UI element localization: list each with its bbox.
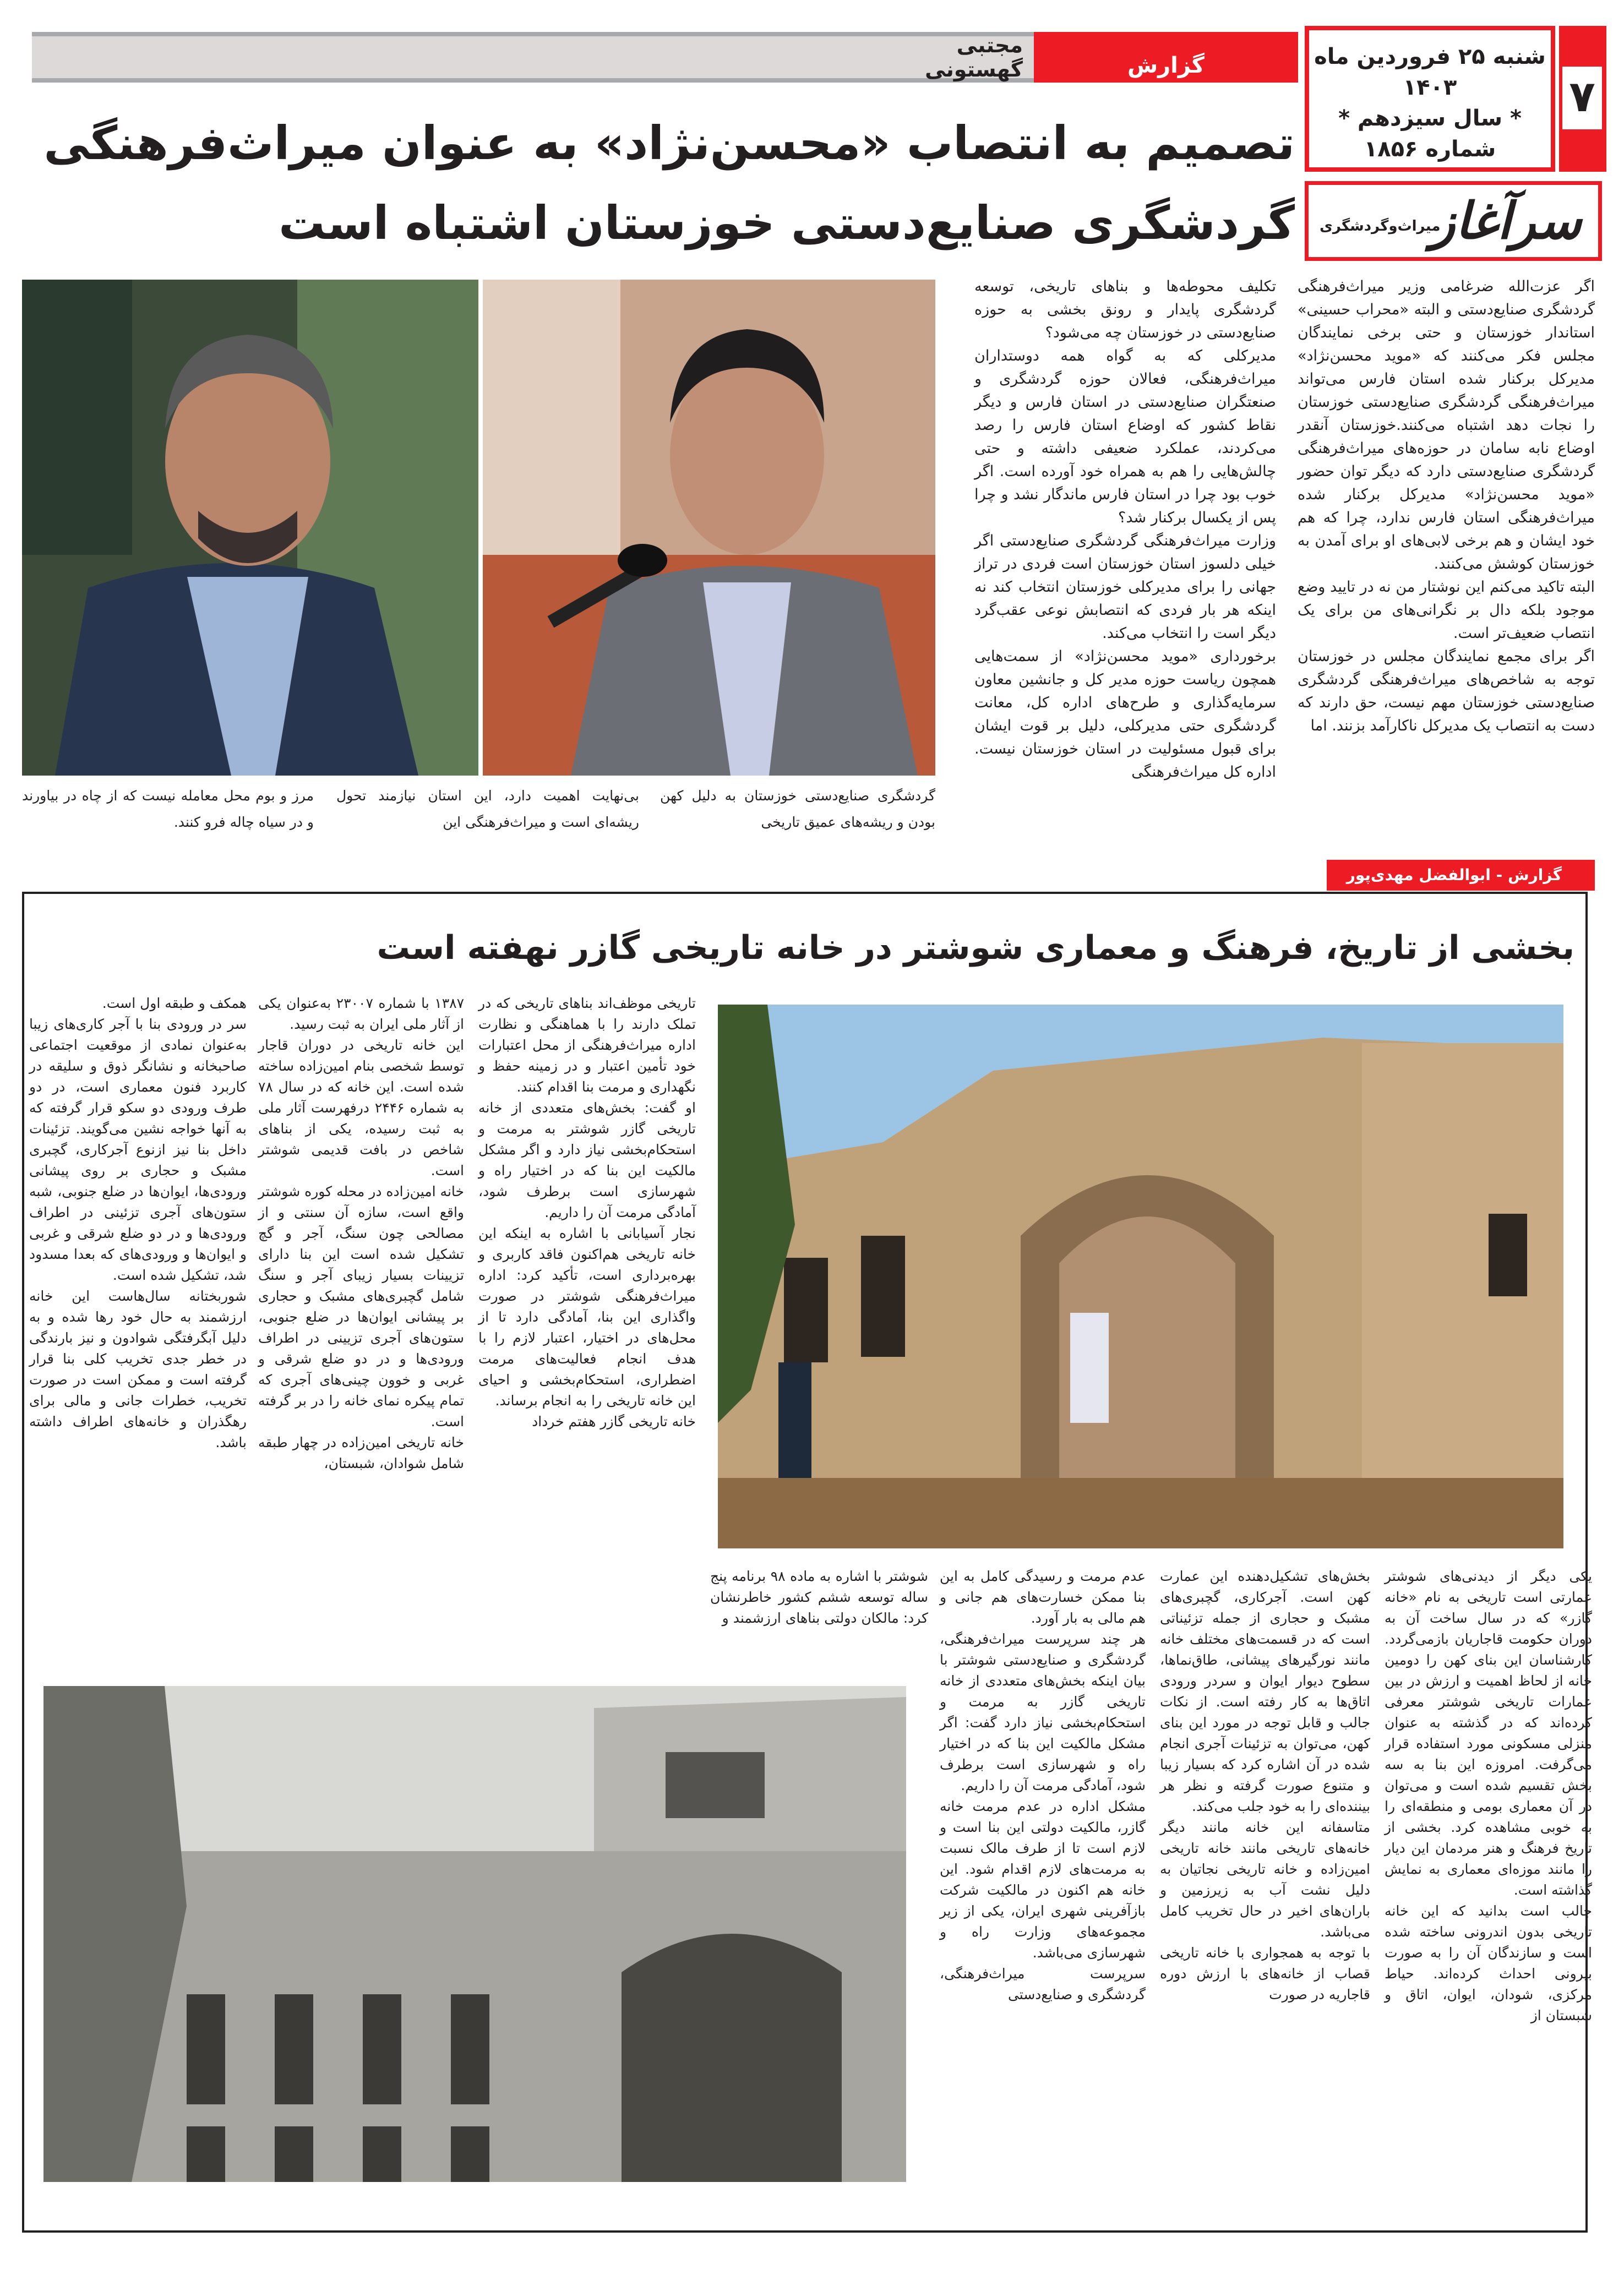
article2-column-4: شوشتر با اشاره به ماده ۹۸ برنامه پنج ساله توسعه ششم کشور خاطرنشان کرد: مالکان دولتی بناهای ارزشمند و [710,1568,928,1626]
article2-column-7: همکف و طبقه اول است. سر در ورودی بنا با آجر کاری‌های زیبا به‌عنوان نمادی از موقعیت اجتماعی صاحبخانه و نشانگر ذوق و سلیقه در کاربرد فنون معماری است، در دو طرف ورودی دو سکو قرار گرفته که به آنها خواجه نشین می‌گویند. تزئینات داخل بنا نیز ازنوع آجرکاری، گچبری مشبک و حجاری بر روی پیشانی ورودی‌ها، ایوان‌ها در ضلع جنوبی، شبه ستون‌های آجری تزئینی در اطراف ورودی‌ها و در دو ضلع شرقی و غربی و ایوان‌ها و ورودی‌های که بعدا مسدود شد، تشکیل شده است. شوربختانه سال‌هاست این خانه ارزشمند به حال خود رها شده و به دلیل آبگرفتگی شوادون و نیز بارندگی در خطر جدی تخریب کلی بنا قرار گرفته است و ممکن است در صورت تخریب، خطرات جانی و مالی برای رهگذران و خانه‌های اطراف داشته باشد. [29,995,247,1450]
issue-year: * سال سیزدهم * [1338,106,1522,131]
article2-column-5: تاریخی موظف‌اند بناهای تاریخی که در تملک دارند را با هماهنگی و نظارت اداره میراث‌فرهنگی از محل اعتبارات خود تأمین اعتبار و در زمینه حفظ و نگهداری و مرمت بنا اقدام کنند. او گفت: بخش‌های متعددی از خانه تاریخی گازر شوشتر به مرمت و استحکام‌بخشی نیاز دارد و اگر مشکل مالکیت این بنا که در اختیار راه و شهرسازی است برطرف شود، آمادگی مرمت آن را داریم. نجار آسیابانی با اشاره به اینکه این خانه تاریخی هم‌اکنون فاقد کاربری و بهره‌برداری است، تأکید کرد: اداره میراث‌فرهنگی شوشتر در صورت واگذاری این بنا، آمادگی دارد تا از محل‌های در اختیار، اعتبار لازم را با هدف انجام فعالیت‌های مرمت اضطراری، استحکام‌بخشی و احیای این خانه تاریخی را به انجام برساند. خانه تاریخی گازر هفتم خرداد [478,995,696,1430]
gazer-house-photo [718,1005,1563,1548]
author-name: مجتبی گهستونی [925,33,1023,81]
article1-column-2: تکلیف محوطه‌ها و بناهای تاریخی، توسعه گردشگری پایدار و رونق بخشی به حوزه صنایع‌دستی در خوزستان چه می‌شود؟ مدیرکلی که به گواه همه دوستداران میراث‌فرهنگی، فعالان حوزه گردشگری و صنعتگران صنایع‌دستی در استان فارس و دیگر نقاط کشور که اوضاع استان فارس را رصد می‌کردند، عملکرد ضعیفی داشته و حتی چالش‌هایی را هم به همراه خود آورده است. اگر خوب بود چرا در استان فارس ماندگار نشد و چرا پس از یکسال برکنار شد؟ وزارت میراث‌فرهنگی گردشگری صنایع‌دستی اگر خیلی دلسوز استان خوزستان است فردی در تراز جهانی را برای مدیرکلی خوزستان انتخاب کند نه اینکه هر بار فردی که انتصابش نوعی عقب‌گرد دیگر است را انتخاب می‌کند. برخورداری «موید محسن‌نژاد» از سمت‌هایی همچون ریاست حوزه مدیر کل و جانشین معاون سرمایه‌گذاری و طرح‌های اداره کل، معانت گردشگری حتی مدیرکلی، دلیل بر قوت ایشان برای قبول مسئولیت در استان خوزستان نیست. اداره کل میراث‌فرهنگی [974,278,1276,781]
article2-column-3: عدم مرمت و رسیدگی کامل به این بنا ممکن خسارت‌های هم جانی و هم مالی به بار آورد. هر چند سرپرست میراث‌فرهنگی، گردشگری و صنایع‌دستی شوشتر با بیان اینکه بخش‌های متعددی از خانه تاریخی گازر به مرمت و استحکام‌بخشی نیاز دارد گفت: اگر مشکل مالکیت این بنا که در اختیار راه و شهرسازی است برطرف شود، آمادگی مرمت آن را داریم. مشکل اداره در عدم مرمت خانه گازر، مالکیت دولتی این بنا است و لازم است تا از طرف مالک نسبت به مرمت‌های لازم اقدام شود. این خانه هم اکنون در مالکیت شرکت بازآفرینی شهری ایران، یکی از زیر مجموعه‌های وزارت راه و شهرسازی می‌باشد. سرپرست میراث‌فرهنگی، گردشگری و صنایع‌دستی [940,1568,1146,2003]
date-box [1305,26,1555,172]
article2-column-1: یکی دیگر از دیدنی‌های شوشتر عمارتی است تاریخی به نام «خانه گازر» که در سال ساخت آن به دوران حکومت قاجاریان بازمی‌گردد. کارشناسان این بنای کهن را دومین خانه از لحاظ اهمیت و ارزش در بین عمارات تاریخی شوشتر معرفی کرده‌اند که در گذشته به عنوان منزلی مسکونی مورد استفاده قرار می‌گرفت. امروزه این بنا به سه بخش تقسیم شده است و می‌توان در آن معماری بومی و منطقه‌ای را به خوبی مشاهده کرد. بخشی از تاریخ فرهنگ و هنر مردمان این دیار را مانند موزه‌ای معماری به نمایش گذاشته است. جالب است بدانید که این خانه تاریخی بدون اندرونی ساخته شده است و سازندگان آن را به صورت بیرونی احداث کرده‌اند. حیاط مرکزی، شودان، ایوان، اتاق و شبستان از [1385,1568,1592,2023]
issue-date: شنبه ۲۵ فروردین ماه ۱۴۰۳ [1314,44,1546,100]
photo-caption-3: مرز و بوم محل معامله نیست که از چاه در بیاورند و در سیاه چاله فرو کنند. [22,788,314,830]
page-number: ۷ [1562,67,1602,129]
article1-column-1: اگر عزت‌الله ضرغامی وزیر میراث‌فرهنگی گردشگری صنایع‌دستی و البته «محراب حسینی» استاندار خوزستان و حتی برخی نمایندگان مجلس فکر می‌کنند که «موید محسن‌نژاد» مدیرکل برکنار شده استان فارس می‌تواند میراث‌فرهنگی گردشگری صنایع‌دستی خوزستان را نجات دهد اشتباه می‌کنند.خوزستان آنقدر اوضاع نابه سامان در حوزه‌های میراث‌فرهنگی گردشگری صنایع‌دستی دارد که دیگر توان حضور «موید محسن‌نژاد» مدیرکل برکنار شده میراث‌فرهنگی استان فارس ندارد، چرا که هم خود ایشان و هم برخی لابی‌های او برای آمدن به خوزستان کوشش می‌کنند. البته تاکید می‌کنم این نوشتار من نه در تایید وضع موجود بلکه دال بر نگرانی‌های من برای یک انتصاب ضعیف‌تر است. اگر برای مجمع نمایندگان مجلس در خوزستان توجه به شاخص‌های میراث‌فرهنگی گردشگری صنایع‌دستی خوزستان مهم نیست، حق دارند که دست به انتصاب یک مدیرکل ناکارآمد بزنند. اما [1298,278,1595,734]
headline-line-1: تصمیم به انتصاب «محسن‌نژاد» به عنوان میراث‌فرهنگی [43,116,1295,170]
article2-column-6: ۱۳۸۷ با شماره ۲۳۰۰۷ به‌عنوان یکی از آثار ملی ایران به ثبت رسید. این خانه تاریخی در دوران قاجار توسط شخصی بنام امین‌زاده ساخته شده است. این خانه که در سال ۷۸ به شماره ۲۴۴۶ درفهرست آثار ملی به ثبت رسیده، یکی از بناهای شاخص در بافت قدیمی شوشتر است. خانه امین‌زاده در محله کوره شوشتر واقع است، سازه آن سنتی و از مصالحی چون سنگ، آجر و گچ تشکیل شده است این بنا دارای تزیینات بسیار زیبای آجر و سنگ شامل گچبری‌های مشبک و حجاری بر پیشانی ایوان‌ها در ضلع جنوبی، ستون‌های آجری تزیینی در اطراف ورودی‌ها و در دو ضلع شرقی و غربی و خوون چینی‌های آجری که تمام پیکره نمای خانه را در بر گرفته است. خانه تاریخی امین‌زاده در چهار طبقه شامل شوادان، شبستان، [258,995,464,1471]
photo-caption-1: گردشگری صنایع‌دستی خوزستان به دلیل کهن بودن و ریشه‌های عمیق تاریخی [660,788,935,830]
section-label: گزارش [1034,32,1298,83]
logo-subtitle: میراث‌وگردشگری [1320,218,1441,234]
logo-text: سرآغاز [1431,192,1582,250]
article2-headline: بخشی از تاریخ، فرهنگ و معماری شوشتر در خانه تاریخی گازر نهفته است [377,929,1574,967]
article2-column-2: بخش‌های تشکیل‌دهنده این عمارت کهن است. آجرکاری، گچبری‌های مشبک و حجاری از جمله تزئیناتی است که در قسمت‌های مختلف خانه مانند نورگیرهای پیشانی، طاق‌نماها، سطوح دیوار ایوان و سردر ورودی اتاق‌ها به کار رفته است. از نکات جالب و قابل توجه در مورد این بنای کهن، می‌توان به تزئینات آجری انجام شده در آن اشاره کرد که بسیار زیبا و متنوع صورت گرفته و نظر هر بیننده‌ای را به خود جلب می‌کند. متاسفانه این خانه مانند دیگر خانه‌های تاریخی مانند خانه تاریخی امین‌زاده و خانه تاریخی نجاتیان به دلیل نشت آب به زیرزمین و باران‌های اخیر در حال تخریب کامل می‌باشد. با توجه به همجواری با خانه تاریخی قصاب از خانه‌های با ارزش دوره قاجاریه در صورت [1160,1568,1370,2003]
headline-line-2: گردشگری صنایع‌دستی خوزستان اشتباه است [279,196,1295,250]
section-logo [1305,181,1602,261]
issue-number: شماره ۱۸۵۶ [1364,137,1496,162]
photo-caption-2: بی‌نهایت اهمیت دارد، این استان نیازمند تحول ریشه‌ای است و میراث‌فرهنگی این [336,788,639,830]
section-header-bar [32,32,1298,83]
page-number-box [1559,26,1606,172]
portrait-photo-right [483,280,935,776]
article2-byline: گزارش - ابوالفضل مهدی‌پور [1327,860,1595,891]
portrait-photo-left [22,280,478,776]
gazer-house-archive-photo [43,1686,906,2182]
